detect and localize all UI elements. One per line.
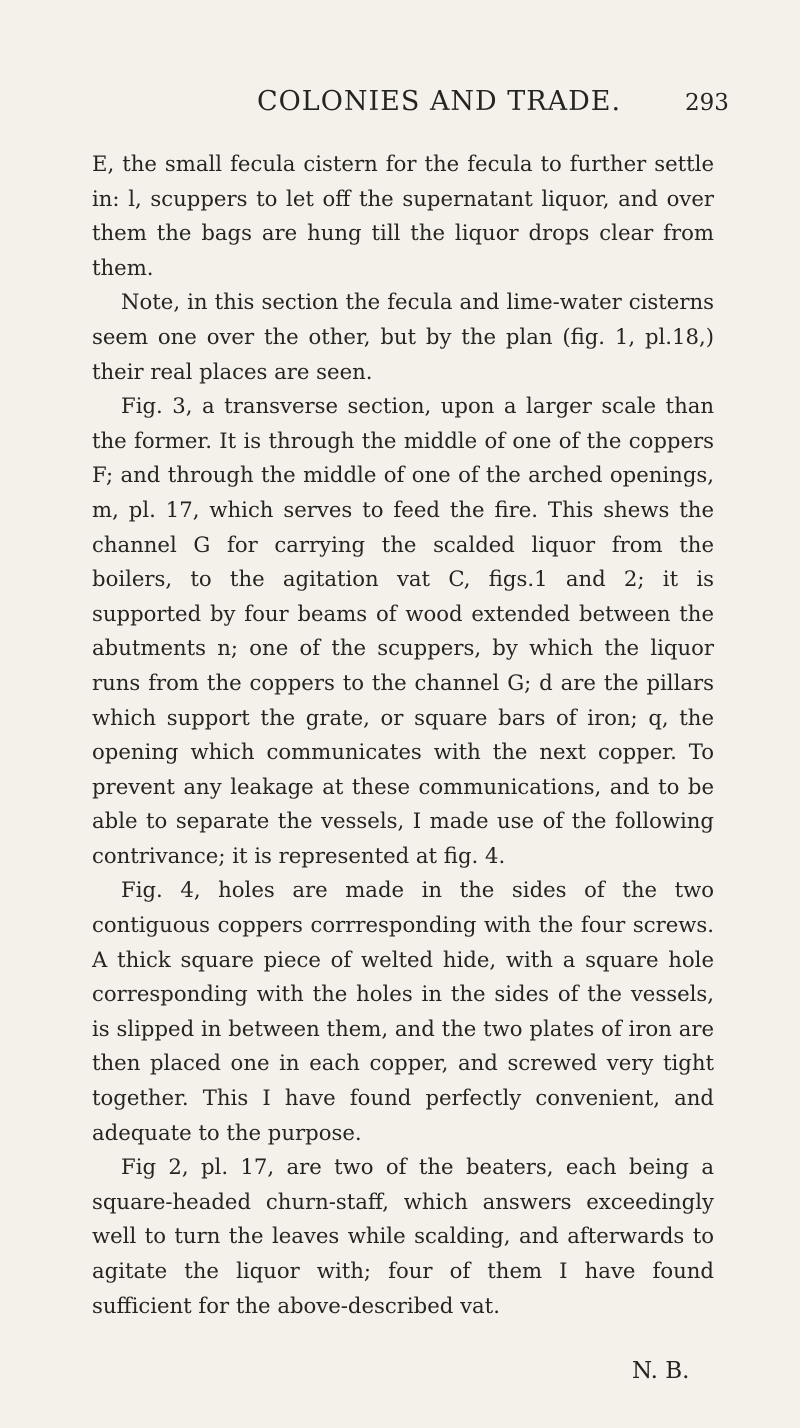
- paragraph-fig-2-beaters: Fig 2, pl. 17, are two of the beaters, each being a square-headed churn-staff, which answers exceedingly well to turn the leaves while scalding, and afterwards to agitate the liquor with; four of them I have found sufficient for the above-described vat.: [92, 1154, 714, 1318]
- paragraph-fig-4: Fig. 4, holes are made in the sides of the two contiguous coppers corrresponding with the four screws. A thick square piece of welted hide, with a square hole corresponding with the holes in the sides of the vessels, is slipped in between them, and the two plates of iron are then placed one in each copper, and screwed very tight together. This I have found perfectly convenient, and adequate to the purpose.: [92, 877, 714, 1145]
- page-number: 293: [685, 90, 729, 116]
- catchword: N. B.: [632, 1358, 690, 1384]
- body-text: [92, 147, 714, 1323]
- paragraph-fig-3: Fig. 3, a transverse section, upon a larger scale than the former. It is through the middle of one of the coppers F; and through the middle of one of the arched openings, m, pl. 17, which serves to feed the fire. This shews the channel G for carrying the scalded liquor from the boilers, to the agitation vat C, figs.1 and 2; it is supported by four beams of wood extended between the abutments n; one of the scuppers, by which the liquor runs from the coppers to the channel G; d are the pillars which support the grate, or square bars of iron; q, the opening which communicates with the next copper. To prevent any leakage at these communications, and to be able to separate the vessels, I made use of the following contrivance; it is represented at fig. 4.: [92, 393, 714, 868]
- running-head: [0, 86, 800, 126]
- running-head-title: COLONIES AND TRADE.: [257, 86, 622, 117]
- paragraph-note: Note, in this section the fecula and lime-water cisterns seem one over the other, but by the plan (fig. 1, pl.18,) their real places are seen.: [92, 289, 714, 384]
- paragraph-fecula-cistern: E, the small fecula cistern for the fecula to further settle in: l, scuppers to let off the supernatant liquor, and over them the bags are hung till the liquor drops clear from them.: [92, 151, 714, 280]
